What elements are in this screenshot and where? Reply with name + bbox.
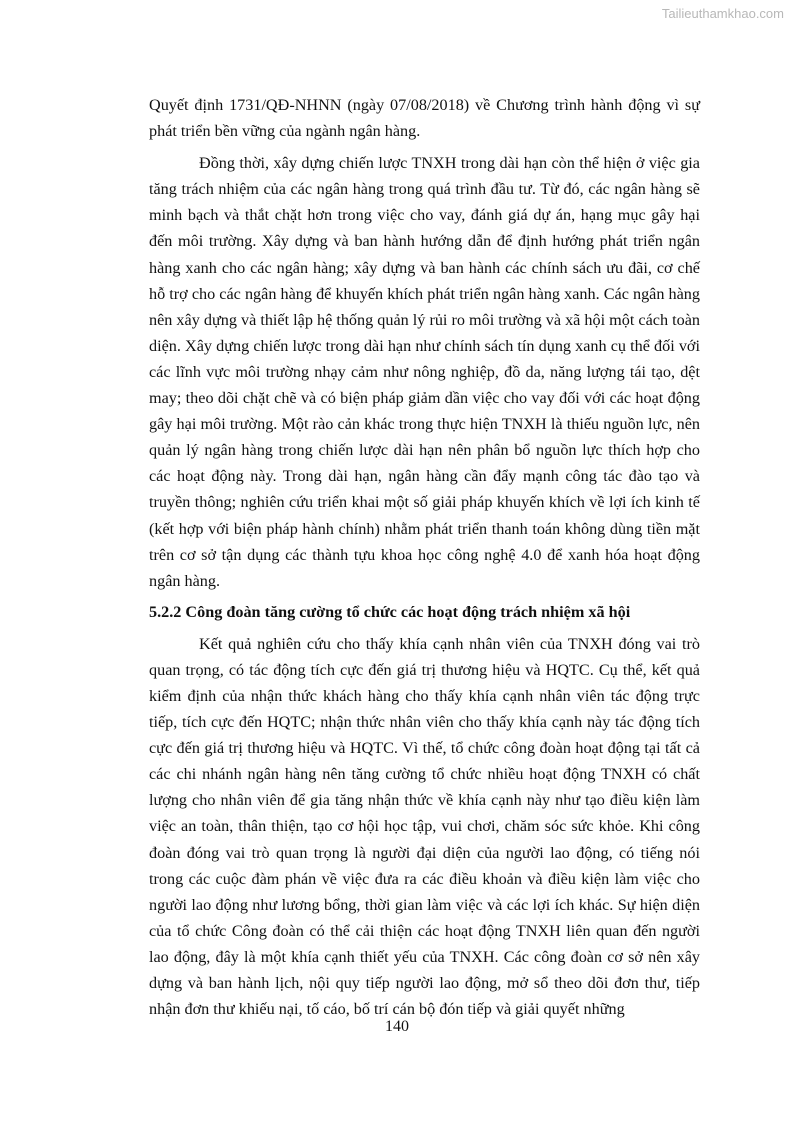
paragraph-decision-1731: Quyết định 1731/QĐ-NHNN (ngày 07/08/2018) về Chương trình hành động vì sự phát triển bền vững của ngành ngân hàng. [149,96,700,141]
page-number: 140 [385,1018,409,1035]
section-heading: 5.2.2 Công đoàn tăng cường tổ chức các hoạt động trách nhiệm xã hội [149,602,631,621]
paragraph-long-term-strategy: Đồng thời, xây dựng chiến lược TNXH trong dài hạn còn thể hiện ở việc gia tăng trách nhiệm của các ngân hàng trong quá trình đầu tư. Từ đó, các ngân hàng sẽ minh bạch và thắt chặt hơn trong việc cho vay, đánh giá dự án, hạng mục gây hại đến môi trường. Xây dựng và ban hành hướng dẫn để định hướng phát triển ngân hàng xanh cho các ngân hàng; xây dựng và ban hành các chính sách ưu đãi, cơ chế hỗ trợ cho các ngân hàng để khuyến khích phát triển ngân hàng xanh. Các ngân hàng nên xây dựng và thiết lập hệ thống quản lý rủi ro môi trường và xã hội một cách toàn diện. Xây dựng chiến lược trong dài hạn như chính sách tín dụng xanh cụ thể đối với các lĩnh vực môi trường nhạy cảm như nông nghiệp, đồ da, năng lượng tái tạo, dệt may; theo dõi chặt chẽ và có biện pháp giảm dần việc cho vay đối với các hoạt động gây hại môi trường. Một rào cản khác trong thực hiện TNXH là thiếu nguồn lực, nên quản lý ngân hàng trong chiến lược dài hạn nên phân bổ nguồn lực thích hợp cho các hoạt động này. Trong dài hạn, ngân hàng cần đẩy mạnh công tác đào tạo và truyền thông; nghiên cứu triển khai một số giải pháp khuyến khích về lợi ích kinh tế (kết hợp với biện pháp hành chính) nhằm phát triển thanh toán không dùng tiền mặt trên cơ sở tận dụng các thành tựu khoa học công nghệ 4.0 để xanh hóa hoạt động ngân hàng. [149,154,700,590]
page-body [149,88,700,1022]
paragraph-trade-union: Kết quả nghiên cứu cho thấy khía cạnh nhân viên của TNXH đóng vai trò quan trọng, có tác động tích cực đến giá trị thương hiệu và HQTC. Cụ thể, kết quả kiểm định của nhận thức khách hàng cho thấy khía cạnh nhân viên tác động trực tiếp, tích cực đến HQTC; nhận thức nhân viên cho thấy khía cạnh này tác động tích cực đến giá trị thương hiệu và HQTC. Vì thế, tổ chức công đoàn hoạt động tại tất cả các chi nhánh ngân hàng nên tăng cường tổ chức nhiều hoạt động TNXH có chất lượng cho nhân viên để gia tăng nhận thức về khía cạnh này như tạo điều kiện làm việc an toàn, thân thiện, tạo cơ hội học tập, vui chơi, chăm sóc sức khỏe. Khi công đoàn đóng vai trò quan trọng là người đại diện của người lao động, có tiếng nói trong các cuộc đàm phán về việc đưa ra các điều khoản và điều kiện làm việc cho người lao động như lương bổng, thời gian làm việc và các lợi ích khác. Sự hiện diện của tổ chức Công đoàn có thể cải thiện các hoạt động TNXH liên quan đến người lao động, đây là một khía cạnh thiết yếu của TNXH. Các công đoàn cơ sở nên xây dựng và ban hành lịch, nội quy tiếp người lao động, mở sổ theo dõi đơn thư, tiếp nhận đơn thư khiếu nại, tố cáo, bố trí cán bộ đón tiếp và giải quyết những [149,634,700,1019]
watermark: Tailieuthamkhao.com [661,6,784,21]
